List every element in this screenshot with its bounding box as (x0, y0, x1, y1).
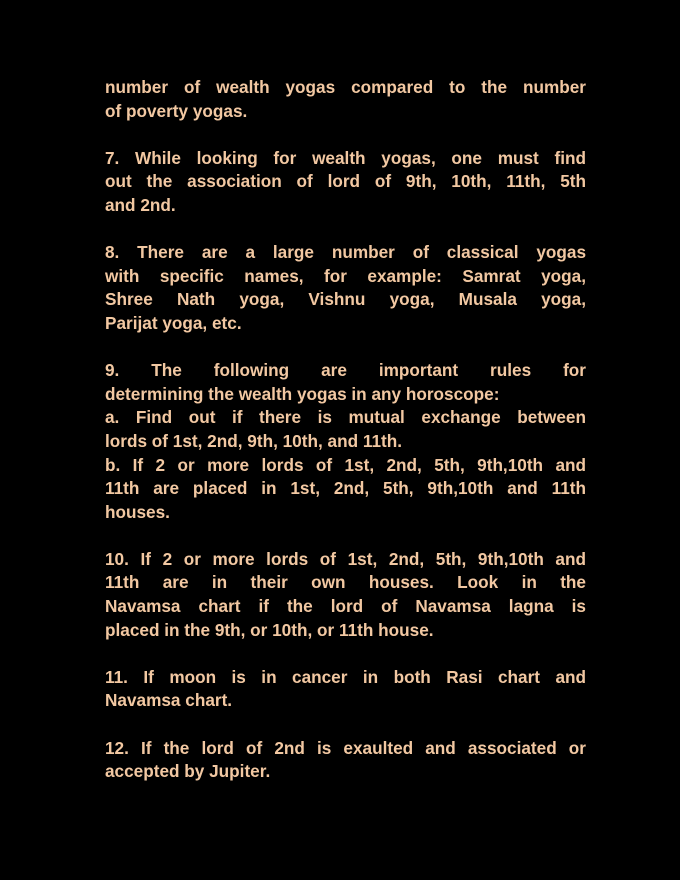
paragraph-rule-7 (105, 147, 586, 218)
text-line: b. If 2 or more lords of 1st, 2nd, 5th, 9th,10th and (105, 454, 586, 475)
text-line: determining the wealth yogas in any horoscope: (105, 383, 500, 404)
text-line: Parijat yoga, etc. (105, 312, 242, 333)
text-line: of poverty yogas. (105, 100, 248, 121)
text-line: 12. If the lord of 2nd is exaulted and associated or (105, 737, 586, 758)
text-line: 11. If moon is in cancer in both Rasi chart and (105, 666, 586, 687)
text-line: lords of 1st, 2nd, 9th, 10th, and 11th. (105, 430, 403, 451)
text-line: 7. While looking for wealth yogas, one must find (105, 147, 586, 168)
paragraph-rule-11 (105, 666, 586, 713)
text-line: 11th are placed in 1st, 2nd, 5th, 9th,10th and 11th (105, 478, 586, 499)
text-line: Navamsa chart if the lord of Navamsa lagna is (105, 596, 586, 617)
text-line: number of wealth yogas compared to the number (105, 77, 586, 97)
text-line: placed in the 9th, or 10th, or 11th house. (105, 619, 434, 640)
text-line: 8. There are a large number of classical yogas (105, 242, 586, 263)
paragraph-rule-9 (105, 359, 586, 524)
text-line: a. Find out if there is mutual exchange between (105, 407, 586, 428)
text-line: with specific names, for example: Samrat yoga, (105, 265, 586, 286)
text-line: and 2nd. (105, 194, 176, 215)
text-line: accepted by Jupiter. (105, 761, 271, 782)
paragraph-rule-12 (105, 737, 586, 784)
text-line: Shree Nath yoga, Vishnu yoga, Musala yoga, (105, 289, 586, 310)
text-line: 10. If 2 or more lords of 1st, 2nd, 5th, 9th,10th and (105, 548, 586, 569)
paragraph-rule-8 (105, 241, 586, 335)
paragraph-continuation (105, 76, 586, 123)
text-line: Navamsa chart. (105, 690, 233, 711)
text-line: houses. (105, 501, 170, 522)
text-line: out the association of lord of 9th, 10th, 11th, 5th (105, 171, 586, 192)
text-line: 9. The following are important rules for (105, 360, 586, 381)
text-line: 11th are in their own houses. Look in the (105, 572, 586, 593)
paragraph-rule-10 (105, 548, 586, 642)
document-page (105, 76, 586, 807)
